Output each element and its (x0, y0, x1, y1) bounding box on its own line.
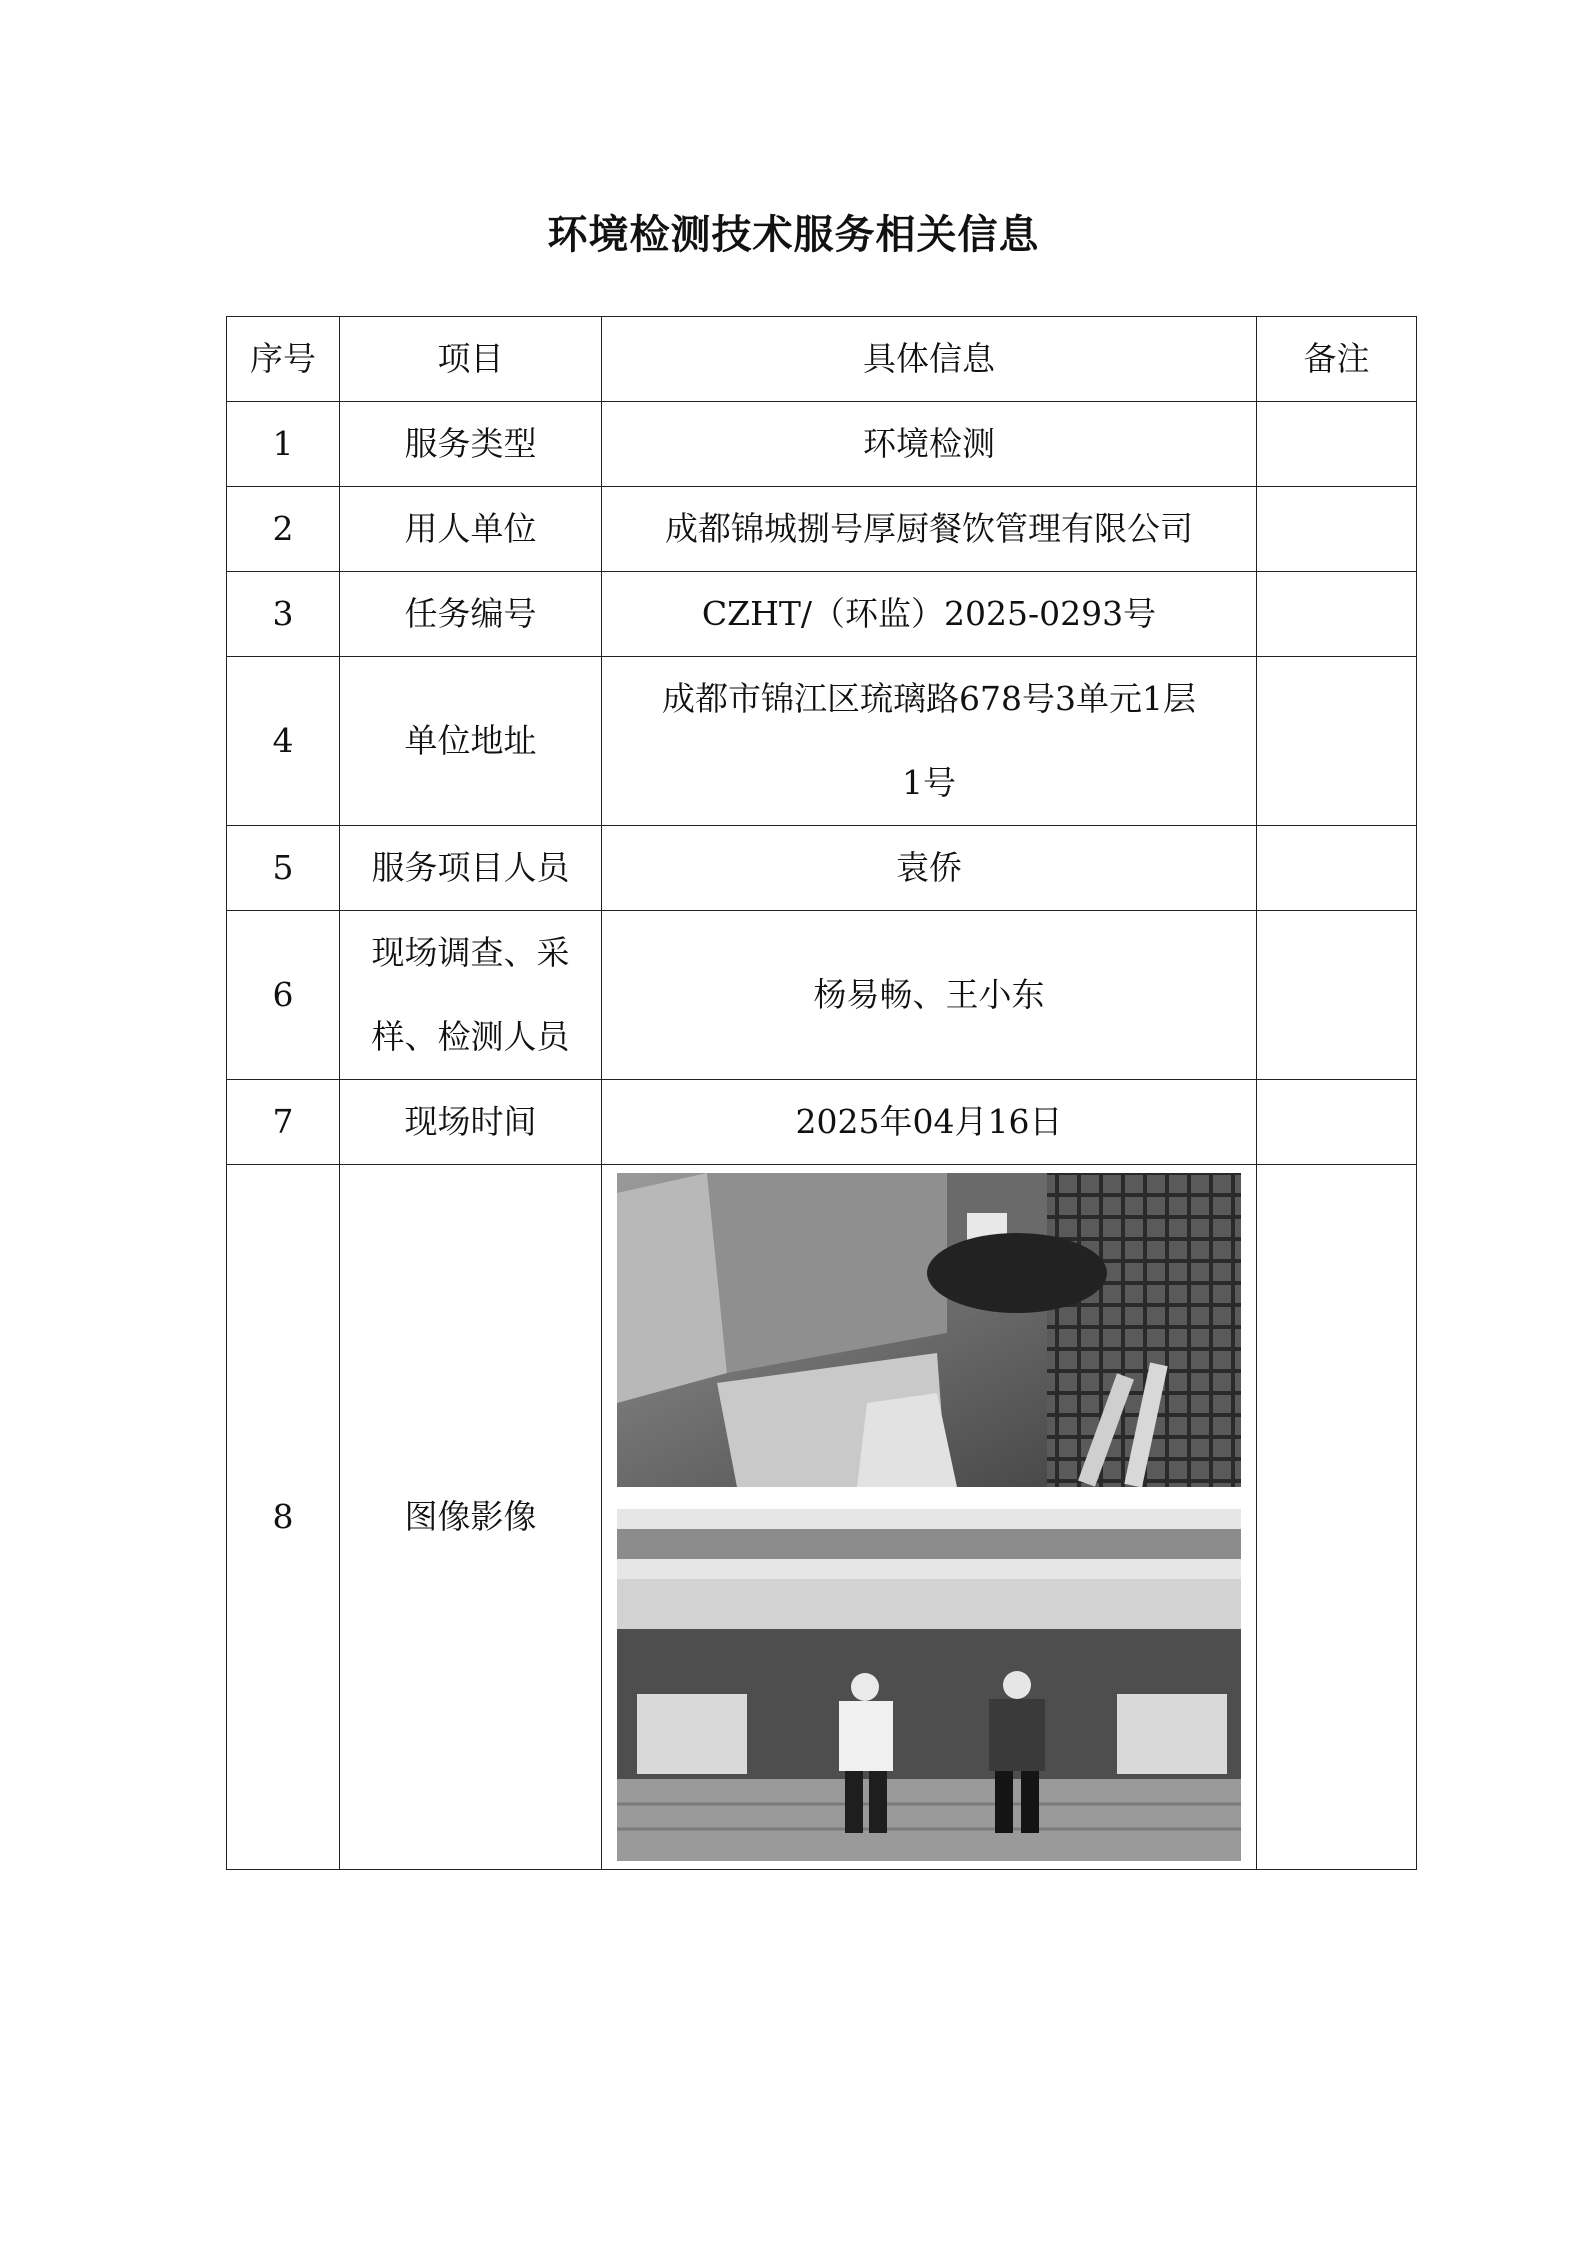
row-no: 1 (227, 402, 340, 487)
table-row (227, 487, 1417, 572)
row-note (1257, 572, 1417, 657)
row-note (1257, 657, 1417, 826)
table-row (227, 657, 1417, 826)
address-line-1: 成都市锦江区琉璃路678号3单元1层 (662, 679, 1196, 718)
row-info: 杨易畅、王小东 (602, 911, 1257, 1080)
row-no: 2 (227, 487, 340, 572)
row-no: 7 (227, 1080, 340, 1165)
row-info: 环境检测 (602, 402, 1257, 487)
table-row (227, 1080, 1417, 1165)
table-row (227, 572, 1417, 657)
item-line-1: 现场调查、采 (371, 933, 570, 972)
header-note: 备注 (1257, 317, 1417, 402)
row-note (1257, 1165, 1417, 1870)
row-info: 2025年04月16日 (602, 1080, 1257, 1165)
row-no: 8 (227, 1165, 340, 1870)
row-item: 现场时间 (340, 1080, 602, 1165)
row-info: 成都锦城捌号厚厨餐饮管理有限公司 (602, 487, 1257, 572)
row-no: 5 (227, 826, 340, 911)
row-info: CZHT/（环监）2025-0293号 (602, 572, 1257, 657)
row-item: 服务类型 (340, 402, 602, 487)
row-no: 4 (227, 657, 340, 826)
row-item: 服务项目人员 (340, 826, 602, 911)
photo-cell (602, 1165, 1257, 1870)
item-line-2: 样、检测人员 (371, 1017, 570, 1056)
table-row (227, 826, 1417, 911)
header-info: 具体信息 (602, 317, 1257, 402)
storefront-staff-photo (617, 1509, 1241, 1861)
address-line-2: 1号 (902, 763, 956, 802)
header-no: 序号 (227, 317, 340, 402)
page-title: 环境检测技术服务相关信息 (547, 211, 1040, 258)
row-note (1257, 487, 1417, 572)
info-table (226, 316, 1417, 1870)
row-item: 图像影像 (340, 1165, 602, 1870)
row-note (1257, 911, 1417, 1080)
row-item: 任务编号 (340, 572, 602, 657)
row-item (340, 911, 602, 1080)
table-row (227, 402, 1417, 487)
row-item: 单位地址 (340, 657, 602, 826)
header-item: 项目 (340, 317, 602, 402)
table-row (227, 1165, 1417, 1870)
row-info (602, 657, 1257, 826)
row-note (1257, 826, 1417, 911)
row-no: 3 (227, 572, 340, 657)
table-row (227, 911, 1417, 1080)
row-item: 用人单位 (340, 487, 602, 572)
row-note (1257, 1080, 1417, 1165)
row-no: 6 (227, 911, 340, 1080)
row-info: 袁侨 (602, 826, 1257, 911)
row-note (1257, 402, 1417, 487)
kitchen-exhaust-photo (617, 1173, 1241, 1487)
table-header-row (227, 317, 1417, 402)
